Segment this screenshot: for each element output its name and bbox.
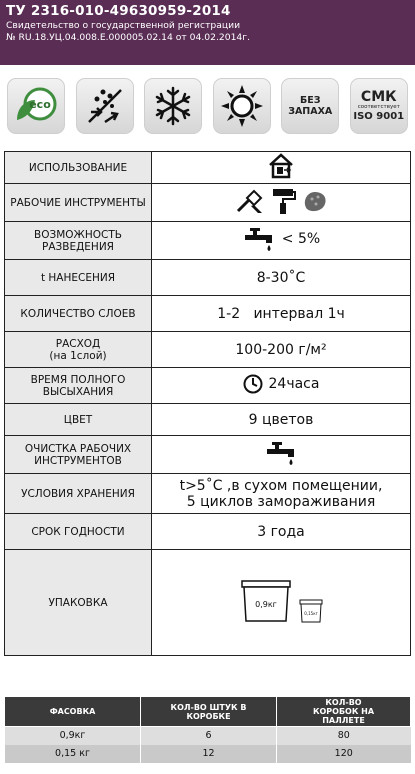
spec-row [5,296,411,332]
indoor-use-icon [267,153,295,179]
spec-label: ИСПОЛЬЗОВАНИЕ [5,152,152,184]
spec-title: ТУ 2316-010-49630959-2014 [6,3,231,19]
document-header [0,0,415,65]
spec-value [152,368,411,404]
iso-text: ISO 9001 [353,111,405,122]
paint-roller-icon [270,187,296,215]
eco-badge [7,78,65,134]
breathable-badge [76,78,134,134]
frost-resistant-badge [144,78,202,134]
odorless-badge [281,78,339,134]
drying-time: 24часа [268,375,320,392]
table-cell: 0,9кг [5,727,141,745]
registration-line-1: Свидетельство о государственной регистрации [6,20,241,31]
application-temperature: 8-30˚С [152,260,411,296]
spec-label: ВОЗМОЖНОСТЬ РАЗВЕДЕНИЯ [5,222,152,260]
dilution-value: < 5% [281,230,321,247]
odorless-text: БЕЗ ЗАПАХА [288,95,333,117]
table-cell: 12 [141,745,277,763]
eco-leaf-icon [13,86,59,126]
table-cell: 6 [141,727,277,745]
spec-row [5,332,411,368]
spec-value [152,474,411,514]
water-tap-icon [242,226,276,252]
column-header-packing: ФАСОВКА [5,697,141,727]
spec-row [5,474,411,514]
packing-table [4,696,411,763]
storage-conditions-2: 5 циклов замораживания [186,493,376,510]
storage-conditions-1: t>5˚С ,в сухом помещении, [179,477,383,494]
spec-label: УПАКОВКА [5,550,152,656]
spec-label: УСЛОВИЯ ХРАНЕНИЯ [5,474,152,514]
snowflake-icon [152,85,194,127]
sponge-icon [302,189,328,213]
spec-value [152,184,411,222]
bucket-small-label: 0,15кг [304,610,318,616]
spec-label: РАБОЧИЕ ИНСТРУМЕНТЫ [5,184,152,222]
smk-text: СМК [360,89,397,105]
packaging-value [152,550,411,656]
spec-label: ВРЕМЯ ПОЛНОГО ВЫСЫХАНИЯ [5,368,152,404]
spec-row [5,514,411,550]
specification-table [4,151,411,656]
layer-count: 1-2 интервал 1ч [152,296,411,332]
bucket-large-icon [238,579,294,623]
spec-label: КОЛИЧЕСТВО СЛОЕВ [5,296,152,332]
spec-label: ЦВЕТ [5,404,152,436]
sun-icon [220,84,264,128]
brush-icon [234,188,264,214]
consumption-sublabel: (на 1слой) [49,349,107,362]
eco-text: eco [29,98,52,111]
consumption-label: РАСХОД [55,337,101,350]
bucket-large-label: 0,9кг [255,599,277,609]
column-header-boxes-per-pallet: КОЛ-ВО КОРОБОК НА ПАЛЛЕТЕ [277,697,411,727]
registration-line-2: № RU.18.УЦ.04.008.Е.000005.02.14 от 04.02.2014г. [6,31,251,43]
consumption-value: 100-200 г/м² [152,332,411,368]
table-cell: 120 [277,745,411,763]
bucket-small-icon [298,599,324,623]
spec-row [5,550,411,656]
spec-value [152,222,411,260]
water-tap-icon [264,440,298,466]
smk-conformity-text: соответствует [357,104,400,110]
spec-label [5,332,152,368]
table-cell: 80 [277,727,411,745]
shelf-life: 3 года [152,514,411,550]
spec-row [5,152,411,184]
air-permeability-icon [83,84,127,128]
spec-row [5,260,411,296]
table-cell: 0,15 кг [5,745,141,763]
spec-value [152,152,411,184]
spec-row [5,368,411,404]
spec-row [5,222,411,260]
spec-value [152,436,411,474]
table-row [5,727,411,745]
quality-badge [350,78,408,134]
spec-row [5,404,411,436]
color-count: 9 цветов [152,404,411,436]
table-row [5,745,411,763]
spec-label: t НАНЕСЕНИЯ [5,260,152,296]
spec-label: ОЧИСТКА РАБОЧИХ ИНСТРУМЕНТОВ [5,436,152,474]
spec-label: СРОК ГОДНОСТИ [5,514,152,550]
clock-icon [243,374,263,394]
heat-resistant-badge [213,78,271,134]
feature-icons [0,65,415,147]
spec-row [5,436,411,474]
packing-header-row [5,697,411,727]
column-header-units-per-box: КОЛ-ВО ШТУК В КОРОБКЕ [141,697,277,727]
spec-row [5,184,411,222]
